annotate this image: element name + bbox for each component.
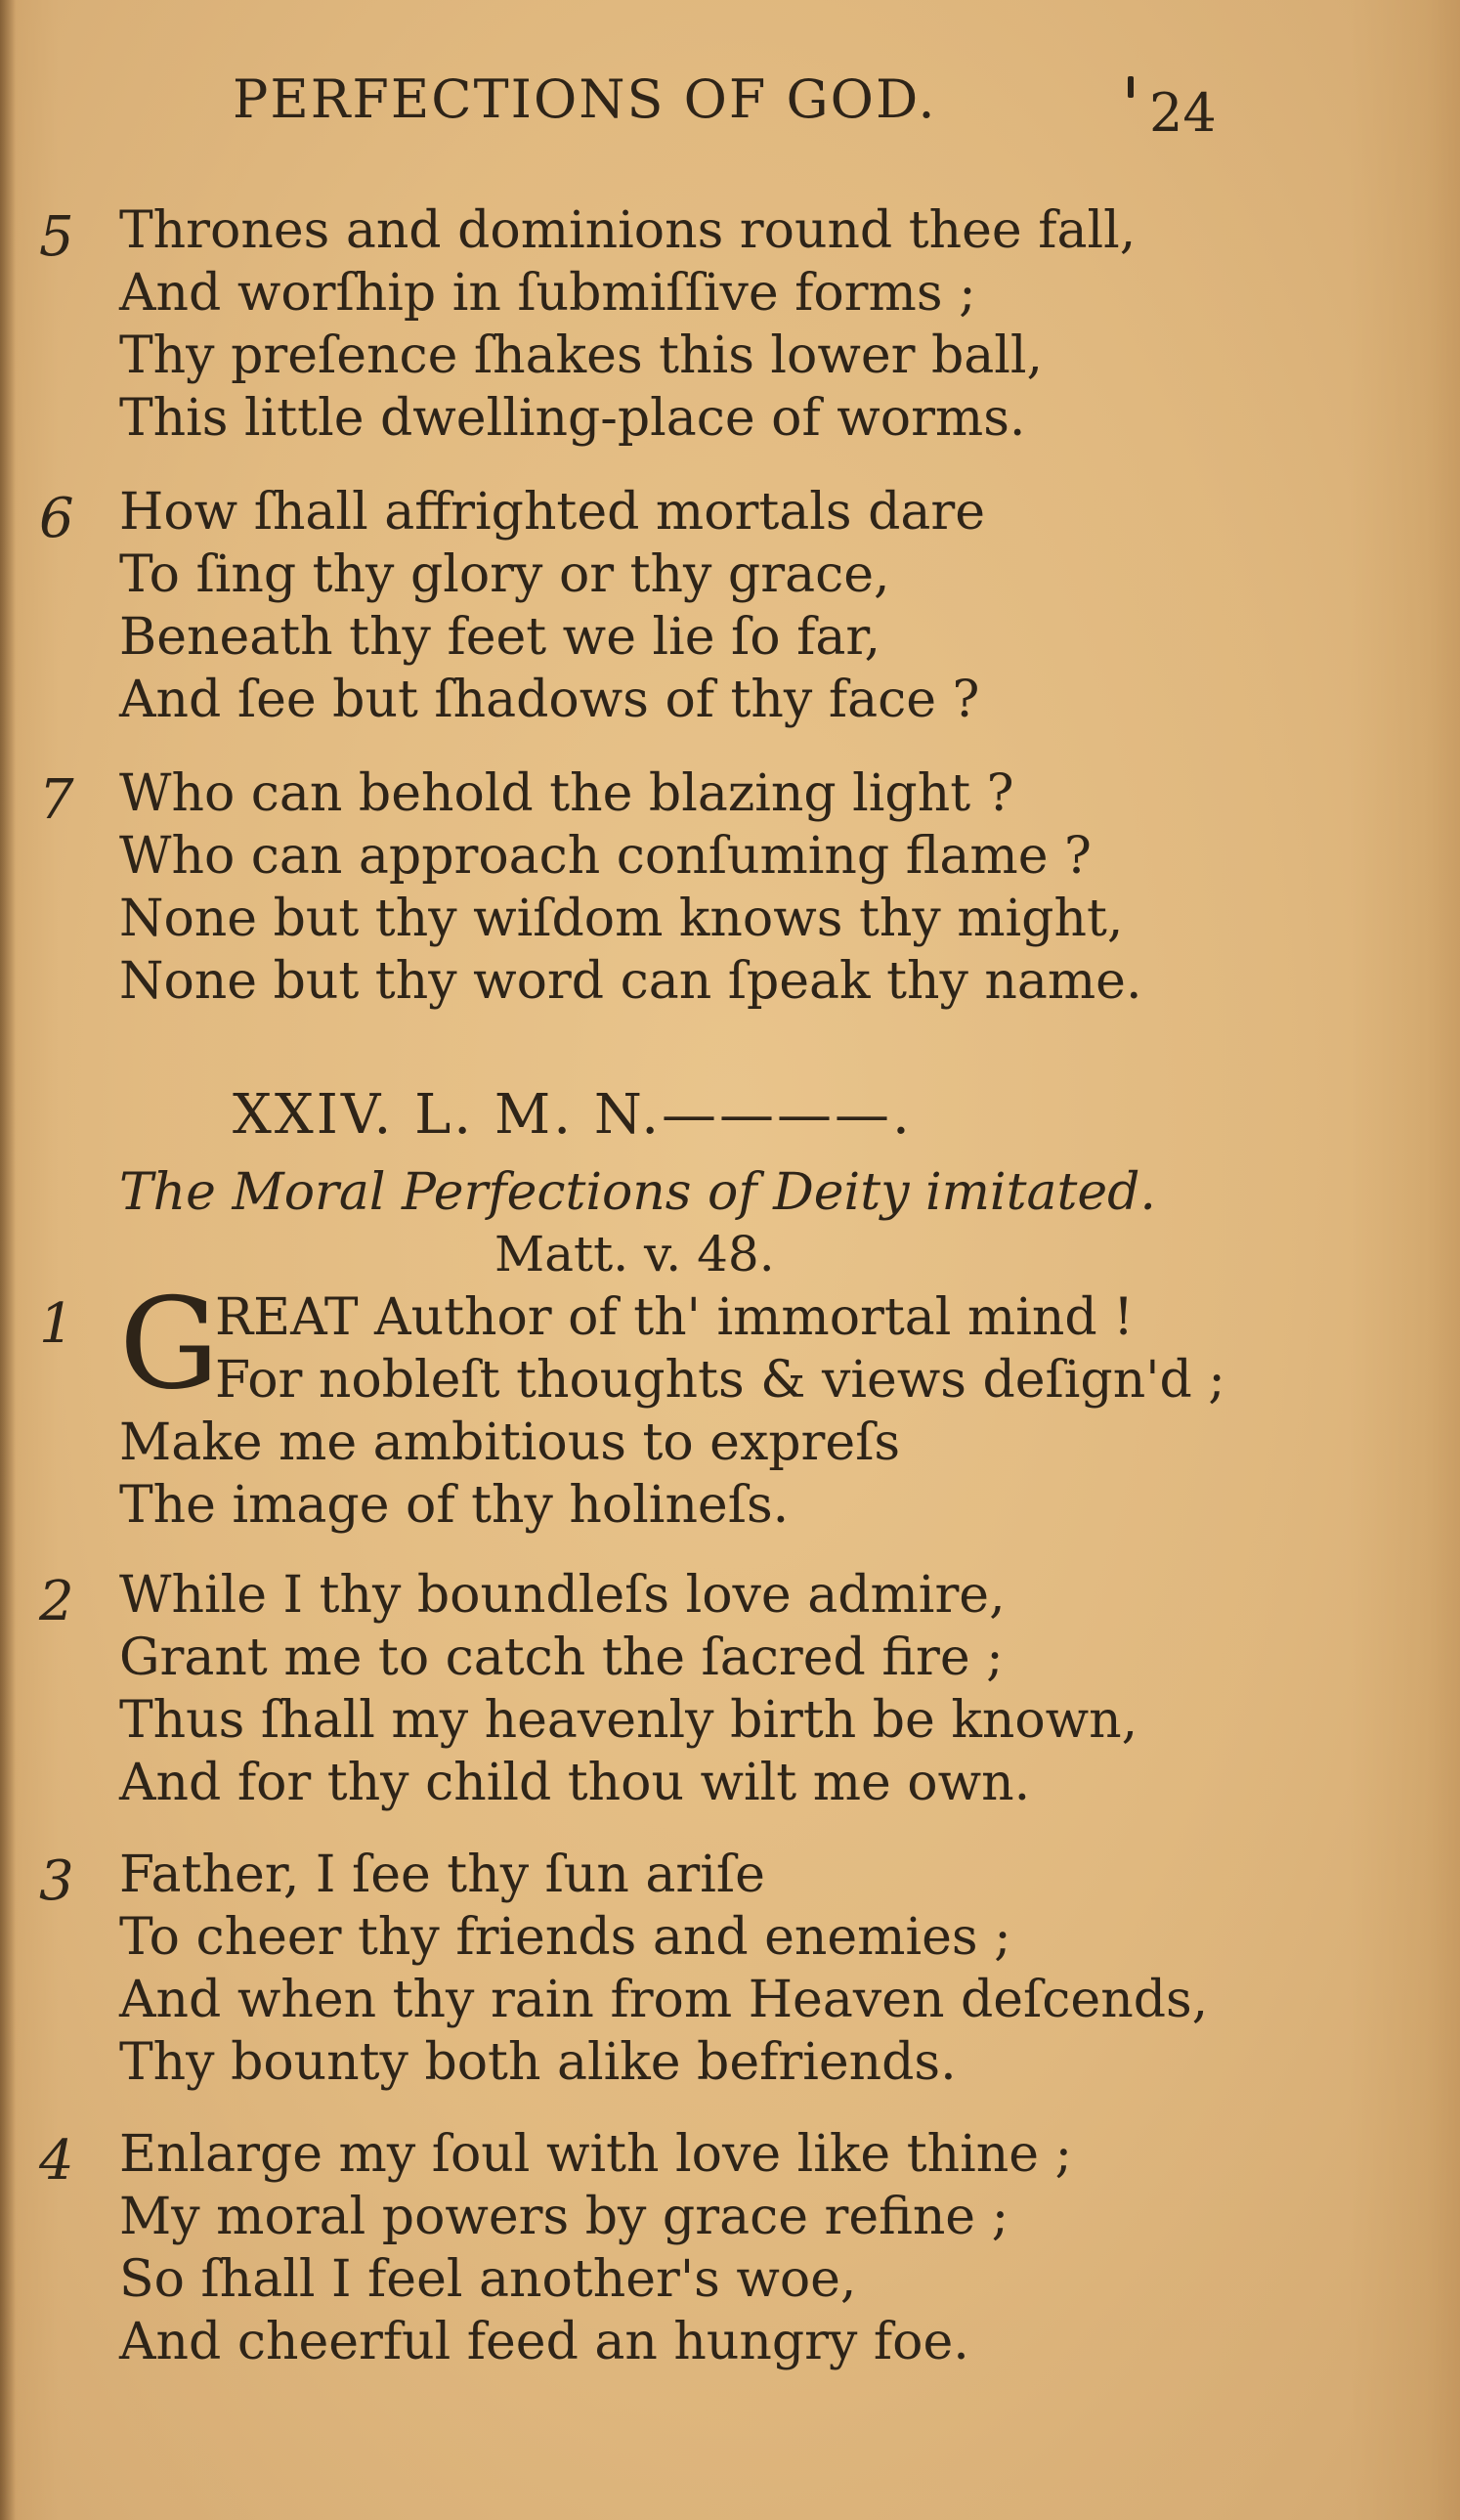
verse-line: Who can approach conſuming flame ? — [119, 827, 1092, 886]
verse-line: My moral powers by grace refine ; — [119, 2188, 1009, 2246]
verse-line: Thy preſence ſhakes this lower ball, — [119, 326, 1044, 385]
verse-line: And worſhip in ſubmiſſive forms ; — [119, 264, 976, 323]
verse-line: And ſee but ſhadows of thy face ? — [119, 671, 980, 729]
verse-line: And cheerful feed an hungry foe. — [119, 2313, 969, 2371]
verse-line: Thy bounty both alike befriends. — [119, 2033, 957, 2092]
verse-line: Beneath thy feet we lie ſo far, — [119, 608, 881, 667]
verse-line: For nobleſt thoughts & views deſign'd ; — [215, 1351, 1225, 1410]
page-number: 24 — [1149, 82, 1217, 144]
verse-line: The image of thy holineſs. — [119, 1476, 790, 1535]
gutter-shadow — [0, 0, 16, 2520]
hymn-heading: XXIV. L. M. N.————. — [233, 1083, 913, 1147]
verse-line: REAT Author of th' immortal mind ! — [215, 1288, 1135, 1347]
verse-line: To cheer thy friends and enemies ; — [119, 1908, 1011, 1967]
stanza-number: 5 — [39, 205, 74, 269]
ink-mark — [1128, 76, 1134, 98]
verse-line: How ſhall affrighted mortals dare — [119, 483, 986, 542]
verse-line: None but thy wiſdom knows thy might, — [119, 890, 1124, 948]
verse-line: Thus ſhall my heavenly birth be known, — [119, 1691, 1138, 1750]
scripture-reference: Matt. v. 48. — [494, 1226, 775, 1282]
stanza-number: 2 — [39, 1570, 74, 1633]
stanza-number: 4 — [39, 2129, 74, 2193]
stanza-number: 3 — [39, 1849, 74, 1913]
verse-line: This little dwelling-place of worms. — [119, 389, 1026, 448]
page-header — [0, 68, 1460, 147]
drop-cap: G — [119, 1272, 220, 1417]
verse-line: While I thy boundleſs love admire, — [119, 1566, 1006, 1625]
verse-line: None but thy word can ſpeak thy name. — [119, 952, 1142, 1011]
stanza-number: 1 — [39, 1292, 74, 1356]
verse-line: Who can behold the blazing light ? — [119, 764, 1014, 823]
hymn-title: The Moral Perfections of Deity imitated. — [119, 1163, 1156, 1222]
verse-line: And for thy child thou wilt me own. — [119, 1754, 1031, 1812]
running-head: PERFECTIONS OF GOD. — [233, 68, 937, 130]
verse-line: Enlarge my ſoul with love like thine ; — [119, 2125, 1073, 2184]
verse-line: Father, I ſee thy ſun ariſe — [119, 1846, 765, 1904]
stanza-number: 7 — [39, 768, 74, 832]
verse-line: Thrones and dominions round thee fall, — [119, 201, 1137, 260]
verse-line: Grant me to catch the ſacred fire ; — [119, 1629, 1004, 1687]
verse-line: Make me ambitious to expreſs — [119, 1413, 901, 1472]
verse-line: To ſing thy glory or thy grace, — [119, 545, 890, 604]
verse-line: And when thy rain from Heaven deſcends, — [119, 1971, 1209, 2029]
stanza-number: 6 — [39, 487, 74, 550]
verse-line: So ſhall I feel another's woe, — [119, 2250, 857, 2309]
